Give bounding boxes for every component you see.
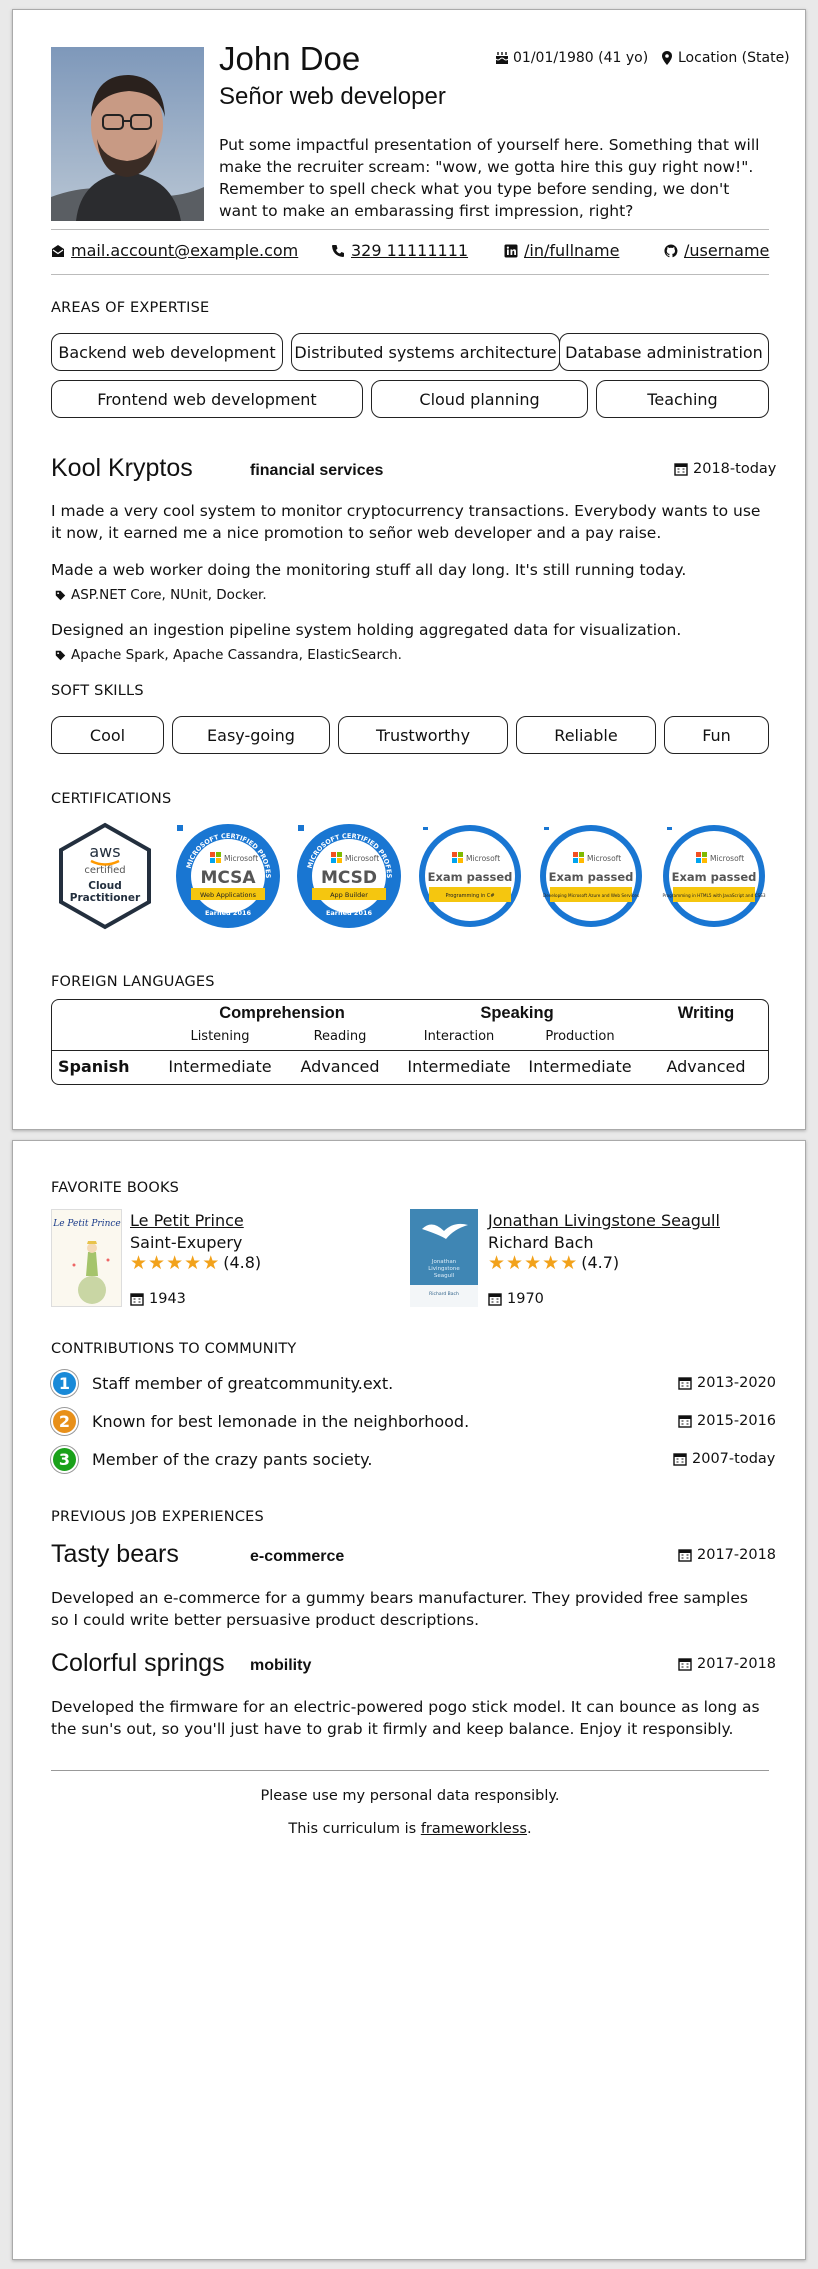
badge-earned-text: Earned 2016 (325, 909, 373, 917)
svg-text:Jonathan: Jonathan (431, 1259, 457, 1265)
book-title-link[interactable]: Jonathan Livingstone Seagull (488, 1211, 720, 1230)
job-description: Developed an e-commerce for a gummy bears manufacturer. They provided free samples so I could write better persuasive product descriptions. (51, 1589, 748, 1629)
calendar-icon (678, 1548, 692, 1562)
book-title-link[interactable]: Le Petit Prince (130, 1211, 244, 1230)
book-cover-author: Richard Bach (429, 1292, 459, 1297)
reading-subheader: Reading (313, 1029, 367, 1044)
aws-cloud-text: Cloud (88, 880, 122, 892)
list-number-3: 3 (51, 1446, 78, 1473)
aws-certification-badge (55, 821, 155, 931)
soft-skill-chip: Trustworthy (338, 716, 508, 754)
expertise-chip: Frontend web development (51, 380, 363, 418)
github-link[interactable]: /username (684, 241, 770, 260)
badge-main-text: Exam passed (427, 870, 513, 884)
phone-link[interactable]: 329 11111111 (351, 241, 469, 260)
badge-main-text: MCSD (320, 868, 378, 888)
divider (51, 229, 769, 230)
badge-band-text: Programming in HTML5 with JavaScript and CSS3 (662, 893, 766, 898)
job-achievement: Made a web worker doing the monitoring stuff all day long. It's still running today. (51, 561, 687, 579)
tech-tags: Apache Spark, Apache Cassandra, ElasticSearch. (55, 647, 402, 663)
badge-main-text: MCSA (200, 868, 256, 888)
interaction-subheader: Interaction (423, 1029, 495, 1044)
microsoft-text: Microsoft (345, 854, 380, 863)
profile-photo (51, 47, 204, 221)
book-cover (51, 1209, 122, 1307)
envelope-icon (51, 244, 65, 258)
production-subheader: Production (545, 1029, 615, 1044)
microsoft-text: Microsoft (710, 854, 745, 863)
writing-header: Writing (677, 1004, 735, 1022)
phone-contact[interactable] (331, 241, 468, 260)
calendar-icon (488, 1292, 502, 1306)
soft-skill-chip: Easy-going (172, 716, 330, 754)
community-period: 2007-today (673, 1451, 775, 1467)
expertise-chip: Teaching (596, 380, 769, 418)
star-icon: ★ (184, 1251, 202, 1274)
speaking-header: Speaking (480, 1004, 554, 1022)
tech-tags: ASP.NET Core, NUnit, Docker. (55, 587, 267, 603)
footer-divider (51, 1770, 769, 1771)
resume-page-2 (12, 1140, 806, 2260)
badge-band-text: App Builder (330, 891, 368, 899)
tag-icon (55, 650, 66, 661)
star-half-icon: ★ (560, 1251, 578, 1274)
aws-certified-text: certified (84, 865, 126, 876)
badge-main-text: Exam passed (671, 870, 757, 884)
birth-date: 01/01/1980 (41 yo) (495, 50, 648, 66)
linkedin-link[interactable]: /in/fullname (524, 241, 620, 260)
badge-earned-text: Earned 2016 (204, 909, 252, 917)
badge-band-text: Programming in C# (445, 893, 495, 899)
expertise-chip: Cloud planning (371, 380, 588, 418)
certifications-section-title: CERTIFICATIONS (51, 791, 172, 807)
expertise-section-title: AREAS OF EXPERTISE (51, 300, 210, 316)
comprehension-header: Comprehension (219, 1004, 345, 1022)
calendar-icon (678, 1376, 692, 1390)
star-icon: ★ (166, 1251, 184, 1274)
table-divider (52, 1050, 768, 1051)
birthday-cake-icon (495, 51, 509, 65)
community-item: Member of the crazy pants society. (92, 1450, 373, 1469)
job-achievement: Designed an ingestion pipeline system holding aggregated data for visualization. (51, 621, 682, 639)
badge-ring-text: MICROSOFT CERTIFIED PROFES (305, 831, 394, 878)
aws-practitioner-text: Practitioner (69, 892, 141, 904)
list-number-1: 1 (51, 1370, 78, 1397)
soft-skill-chip: Cool (51, 716, 164, 754)
svg-text:Seagull: Seagull (433, 1273, 455, 1279)
star-icon: ★ (130, 1251, 148, 1274)
book-rating: ★ ★ ★ ★ ★ (4.8) (130, 1251, 262, 1274)
star-icon: ★ (542, 1251, 560, 1274)
book-cover (410, 1209, 478, 1307)
microsoft-text: Microsoft (224, 854, 259, 863)
footer-credit: This curriculum is frameworkless. (288, 1821, 532, 1837)
star-icon: ★ (488, 1251, 506, 1274)
job-period: 2017-2018 (678, 1547, 776, 1563)
language-name: Spanish (58, 1057, 130, 1076)
svg-text:Livingstone: Livingstone (428, 1266, 460, 1272)
soft-skills-section-title: SOFT SKILLS (51, 683, 144, 699)
listening-level: Intermediate (168, 1057, 272, 1076)
expertise-chip: Distributed systems architecture (291, 333, 560, 371)
book-rating: ★ ★ ★ ★ ★ (4.7) (488, 1251, 620, 1274)
book-cover-title: Le Petit Prince (53, 1219, 121, 1229)
community-period: 2013-2020 (678, 1375, 776, 1391)
linkedin-icon (504, 244, 518, 258)
job-period: 2017-2018 (678, 1656, 776, 1672)
job-description: Developed the firmware for an electric-powered pogo stick model. It can bounce as long as the sun's out, so you'll just have to grab it firmly and keep balance. Enjoy it responsibly. (51, 1698, 760, 1738)
privacy-note: Please use my personal data responsibly. (260, 1788, 560, 1804)
star-icon: ★ (148, 1251, 166, 1274)
divider (51, 274, 769, 275)
calendar-icon (130, 1292, 144, 1306)
writing-level: Advanced (666, 1057, 746, 1076)
job-company: Tasty bears (51, 1540, 179, 1568)
book-year: 1970 (488, 1291, 544, 1307)
badge-ring-text: MICROSOFT CERTIFIED PROFES (184, 831, 273, 878)
soft-skill-chip: Reliable (516, 716, 656, 754)
expertise-chip: Database administration (559, 333, 769, 371)
full-name: John Doe (219, 40, 361, 77)
github-contact[interactable] (664, 241, 769, 260)
phone-icon (331, 244, 345, 258)
reading-level: Advanced (300, 1057, 380, 1076)
linkedin-contact[interactable] (504, 241, 619, 260)
job-company: Colorful springs (51, 1649, 225, 1677)
aws-text: aws (89, 842, 121, 861)
job-description: I made a very cool system to monitor cryptocurrency transactions. Everybody wants to use it now, it earned me a nice promotion to señor web developer and a pay raise. (51, 502, 761, 542)
map-marker-icon (660, 51, 674, 65)
microsoft-text: Microsoft (466, 854, 501, 863)
email-link[interactable]: mail.account@example.com (71, 241, 299, 260)
mcsd-certification-badge (294, 821, 404, 931)
listening-subheader: Listening (190, 1029, 250, 1044)
community-section-title: CONTRIBUTIONS TO COMMUNITY (51, 1341, 297, 1357)
tag-icon (55, 590, 66, 601)
badge-main-text: Exam passed (548, 870, 634, 884)
list-number-2: 2 (51, 1408, 78, 1435)
resume-page-1 (12, 9, 806, 1130)
languages-table (51, 999, 769, 1085)
job-title: Señor web developer (219, 83, 446, 110)
book-year: 1943 (130, 1291, 186, 1307)
production-level: Intermediate (528, 1057, 632, 1076)
badge-band-text: Web Applications (200, 891, 256, 899)
calendar-icon (678, 1414, 692, 1428)
previous-jobs-section-title: PREVIOUS JOB EXPERIENCES (51, 1509, 264, 1525)
community-item: Known for best lemonade in the neighborhood. (92, 1412, 470, 1431)
languages-section-title: FOREIGN LANGUAGES (51, 974, 215, 990)
intro-paragraph: Put some impactful presentation of yourself here. Something that will make the recruiter scream: "wow, we gotta hire this guy right now!". Remember to spell check what you type before sending, we don't want to make an embarassing first impression, right? (219, 136, 760, 220)
mcsa-certification-badge (173, 821, 283, 931)
soft-skill-chip: Fun (664, 716, 769, 754)
exam-passed-badge (536, 821, 646, 931)
calendar-icon (678, 1657, 692, 1671)
job-industry: financial services (250, 462, 384, 479)
book-author: Richard Bach (488, 1233, 594, 1252)
expertise-chip: Backend web development (51, 333, 283, 371)
github-icon (664, 244, 678, 258)
community-period: 2015-2016 (678, 1413, 776, 1429)
community-item: Staff member of greatcommunity.ext. (92, 1374, 394, 1393)
job-period: 2018-today (674, 461, 776, 477)
microsoft-text: Microsoft (587, 854, 622, 863)
calendar-icon (674, 462, 688, 476)
star-icon: ★ (524, 1251, 542, 1274)
exam-passed-badge (415, 821, 525, 931)
job-industry: mobility (250, 1657, 312, 1674)
calendar-icon (673, 1452, 687, 1466)
star-icon: ★ (506, 1251, 524, 1274)
exam-passed-badge (659, 821, 769, 931)
location: Location (State) (660, 50, 790, 66)
frameworkless-link[interactable]: frameworkless (420, 1821, 527, 1837)
books-section-title: FAVORITE BOOKS (51, 1180, 180, 1196)
book-author: Saint-Exupery (130, 1233, 243, 1252)
interaction-level: Intermediate (407, 1057, 511, 1076)
badge-band-text: Developing Microsoft Azure and Web Services (542, 893, 640, 898)
job-company: Kool Kryptos (51, 454, 193, 482)
star-half-icon: ★ (202, 1251, 220, 1274)
email-contact[interactable] (51, 241, 298, 260)
job-industry: e-commerce (250, 1548, 345, 1565)
